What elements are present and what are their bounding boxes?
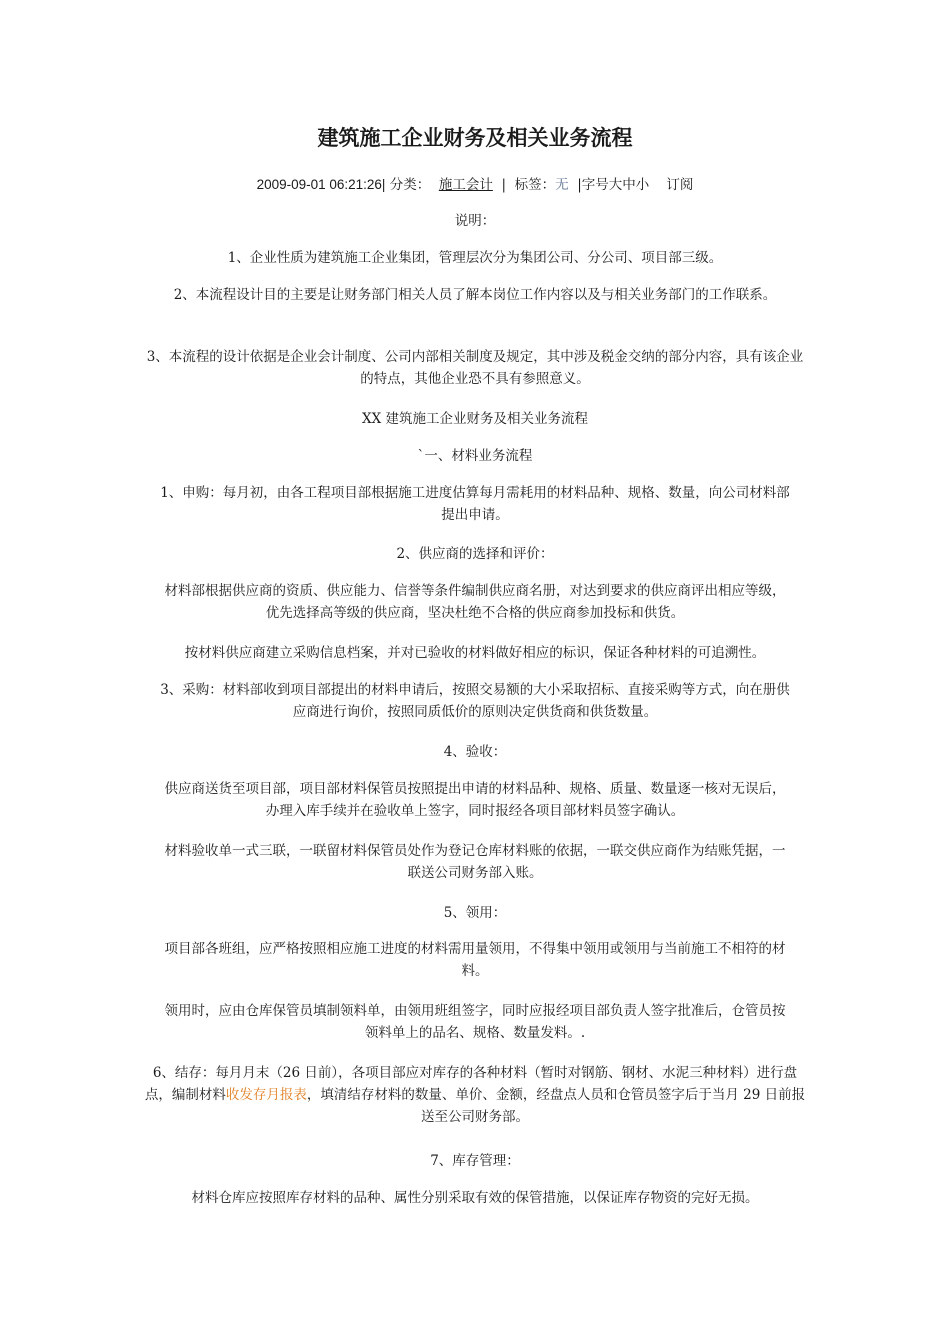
step-6-text-part-2: ，填清结存材料的数量、单价、金额，经盘点人员和仓管员签字后于当月 29 日前报送至公司财务部。 <box>306 1087 806 1125</box>
meta-separator: | <box>501 177 506 193</box>
step-7-paragraph-1: 材料仓库应按照库存材料的品种、属性分别采取有效的保管措施，以保证库存物资的完好无损。 <box>191 1190 759 1206</box>
intro-paragraph-3: 3、本流程的设计依据是企业会计制度、公司内部相关制度及规定，其中涉及税金交纳的部分内容，具有该企业的特点，其他企业恐不具有参照意义。 <box>146 349 804 387</box>
step-5-paragraph-2: 领用时，应由仓库保管员填制领料单，由领用班组签字，同时应报经项目部负责人签字批准后，仓管员按领料单上的品名、规格、数量发料。. <box>164 1003 786 1041</box>
tags-value-link[interactable]: 无 <box>555 177 569 193</box>
step-6-inventory <box>140 1062 810 1128</box>
post-datetime: 2009-09-01 06:21:26| <box>256 177 386 192</box>
step-7-heading: 7、库存管理： <box>430 1153 520 1169</box>
monthly-report-link[interactable]: 收发存月报表 <box>225 1087 307 1103</box>
subscribe-link[interactable]: 订阅 <box>666 177 694 193</box>
step-5-heading: 5、领用： <box>443 905 507 921</box>
section-heading-materials: `一、材料业务流程 <box>417 448 533 464</box>
step-3-procurement: 3、采购：材料部收到项目部提出的材料申请后，按照交易额的大小采取招标、直接采购等方式，向在册供应商进行询价，按照同质低价的原则决定供货商和供货数量。 <box>160 682 790 720</box>
step-2-heading: 2、供应商的选择和评价： <box>396 546 554 562</box>
step-2-paragraph-1: 材料部根据供应商的资质、供应能力、信誉等条件编制供应商名册，对达到要求的供应商评出相应等级，优先选择高等级的供应商，坚决杜绝不合格的供应商参加投标和供货。 <box>164 583 786 621</box>
step-6-text-part-1: 6、结存：每月月末（26 日前），各项目部应对库存的各种材料（暂时对钢筋、钢材、水泥三种材料）进行盘点，编制材料 <box>144 1065 798 1103</box>
article-title: 建筑施工企业财务及相关业务流程 <box>317 125 633 150</box>
step-4-heading: 4、验收： <box>443 744 507 760</box>
step-5-paragraph-1: 项目部各班组，应严格按照相应施工进度的材料需用量领用，不得集中领用或领用与当前施工不相符的材料。 <box>164 941 786 979</box>
section-title: XX 建筑施工企业财务及相关业务流程 <box>361 411 588 427</box>
intro-paragraph-1: 1、企业性质为建筑施工企业集团，管理层次分为集团公司、分公司、项目部三级。 <box>227 250 723 266</box>
intro-heading: 说明： <box>454 213 496 229</box>
category-label: 分类： <box>389 177 431 193</box>
step-1-purchase-request: 1、申购：每月初，由各工程项目部根据施工进度估算每月需耗用的材料品种、规格、数量，向公司材料部提出申请。 <box>160 485 790 523</box>
category-link[interactable]: 施工会计 <box>438 177 493 193</box>
article-meta <box>0 174 950 196</box>
intro-paragraph-2: 2、本流程设计目的主要是让财务部门相关人员了解本岗位工作内容以及与相关业务部门的工作联系。 <box>173 287 777 303</box>
step-2-paragraph-2: 按材料供应商建立采购信息档案，并对已验收的材料做好相应的标识，保证各种材料的可追溯性。 <box>184 645 766 661</box>
step-4-paragraph-2: 材料验收单一式三联，一联留材料保管员处作为登记仓库材料账的依据，一联交供应商作为结账凭据，一联送公司财务部入账。 <box>164 843 786 881</box>
font-size-switcher[interactable]: |字号大中小 <box>577 177 650 193</box>
step-4-paragraph-1: 供应商送货至项目部，项目部材料保管员按照提出申请的材料品种、规格、质量、数量逐一核对无误后，办理入库手续并在验收单上签字，同时报经各项目部材料员签字确认。 <box>164 781 786 819</box>
tags-label: 标签： <box>514 177 556 193</box>
